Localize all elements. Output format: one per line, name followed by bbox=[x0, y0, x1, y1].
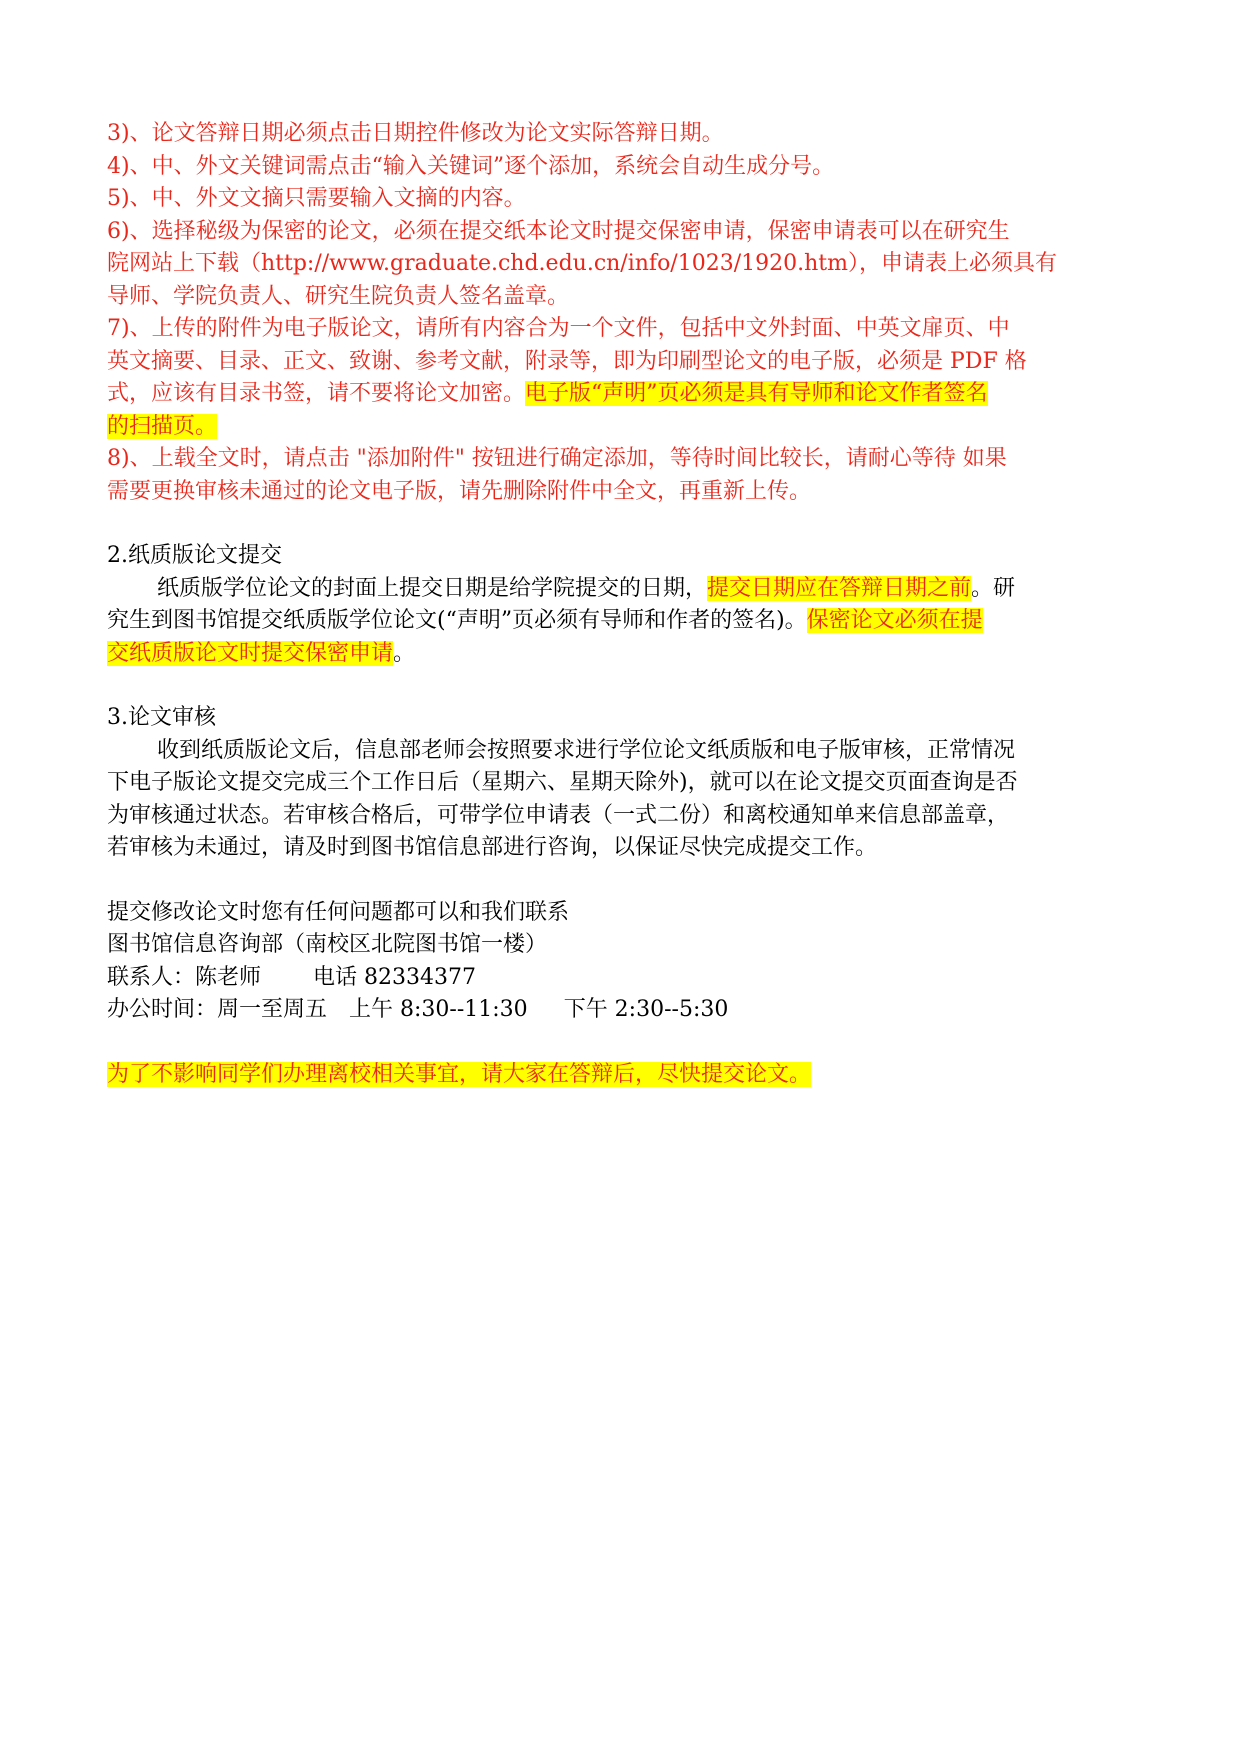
highlight-submit-date: 提交日期应在答辩日期之前 bbox=[707, 575, 972, 601]
instruction-item-7-line-2: 英文摘要、目录、正文、致谢、参考文献，附录等，即为印刷型论文的电子版，必须是 PDF 格 bbox=[107, 348, 1027, 374]
document-page bbox=[107, 118, 1137, 1091]
instruction-item-6-line-2: 院网站上下载（http://www.graduate.chd.edu.cn/info/1023/1920.htm），申请表上必须具有 bbox=[107, 251, 1057, 276]
highlight-confidential-a: 保密论文必须在提 bbox=[806, 608, 983, 633]
highlight-signature-scan-cont: 的扫描页。 bbox=[107, 413, 218, 439]
section-3-line-4: 若审核为未通过，请及时到图书馆信息部进行咨询，以保证尽快完成提交工作。 bbox=[107, 835, 878, 860]
contact-line-2: 图书馆信息咨询部（南校区北院图书馆一楼） bbox=[107, 932, 548, 957]
section-3-line-3: 为审核通过状态。若审核合格后，可带学位申请表（一式二份）和离校通知单来信息部盖章， bbox=[107, 802, 1010, 828]
section-2-title: 2.纸质版论文提交 bbox=[107, 543, 282, 568]
section-2-text-d: 。 bbox=[393, 640, 416, 666]
instruction-item-4: 4)、中、外文关键词需点击“输入关键词”逐个添加，系统会自动生成分号。 bbox=[107, 153, 835, 179]
office-hours-afternoon: 下午 2:30--5:30 bbox=[563, 997, 729, 1022]
highlight-confidential-b: 交纸质版论文时提交保密申请 bbox=[107, 640, 394, 666]
office-hours-line bbox=[107, 994, 1137, 1027]
instruction-item-8-line-2: 需要更换审核未通过的论文电子版，请先删除附件中全文，再重新上传。 bbox=[107, 478, 812, 504]
section-2-line-3 bbox=[107, 638, 1137, 671]
section-3-line-1: 收到纸质版论文后，信息部老师会按照要求进行学位论文纸质版和电子版审核，正常情况 bbox=[157, 737, 1016, 763]
instruction-item-5: 5)、中、外文文摘只需要输入文摘的内容。 bbox=[107, 186, 526, 211]
instruction-item-7-line-1: 7)、上传的附件为电子版论文，请所有内容合为一个文件，包括中文外封面、中英文扉页、中 bbox=[107, 316, 1010, 341]
section-3-title: 3.论文审核 bbox=[107, 705, 216, 730]
instruction-item-7-line-3 bbox=[107, 378, 1137, 411]
instruction-item-6-line-3: 导师、学院负责人、研究生院负责人签名盖章。 bbox=[107, 283, 570, 309]
closing-note-line bbox=[107, 1059, 1137, 1092]
highlight-signature-scan: 电子版“声明”页必须是具有导师和论文作者签名 bbox=[525, 381, 988, 406]
instruction-item-6-line-1: 6)、选择秘级为保密的论文，必须在提交纸本论文时提交保密申请，保密申请表可以在研究生 bbox=[107, 218, 1010, 244]
office-hours-label: 办公时间：周一至周五 bbox=[107, 997, 328, 1022]
section-3-line-2: 下电子版论文提交完成三个工作日后（星期六、星期天除外)，就可以在论文提交页面查询是否 bbox=[107, 770, 1018, 795]
section-2-text-b: 。研 bbox=[971, 575, 1016, 601]
section-2-text-a: 纸质版学位论文的封面上提交日期是给学院提交的日期， bbox=[157, 575, 708, 601]
section-2-text-c: 究生到图书馆提交纸质版学位论文(“声明”页必须有导师和作者的签名)。 bbox=[107, 608, 807, 633]
contact-line-1: 提交修改论文时您有任何问题都可以和我们联系 bbox=[107, 899, 570, 925]
section-2-line-1 bbox=[107, 573, 1137, 606]
office-hours-morning: 上午 8:30--11:30 bbox=[349, 997, 528, 1022]
instruction-item-7-text: 式，应该有目录书签，请不要将论文加密。 bbox=[107, 381, 526, 406]
instruction-item-8-line-1: 8)、上载全文时，请点击 "添加附件" 按钮进行确定添加，等待时间比较长，请耐心等待 如果 bbox=[107, 446, 1007, 471]
instruction-item-7-line-4 bbox=[107, 411, 1137, 444]
contact-person: 联系人：陈老师 bbox=[107, 964, 262, 990]
section-2-line-2 bbox=[107, 605, 1137, 638]
contact-phone: 电话 82334377 bbox=[313, 964, 476, 990]
closing-note: 为了不影响同学们办理离校相关事宜，请大家在答辩后，尽快提交论文。 bbox=[107, 1061, 812, 1087]
contact-person-line bbox=[107, 962, 1137, 995]
instruction-item-3: 3)、论文答辩日期必须点击日期控件修改为论文实际答辩日期。 bbox=[107, 121, 724, 146]
